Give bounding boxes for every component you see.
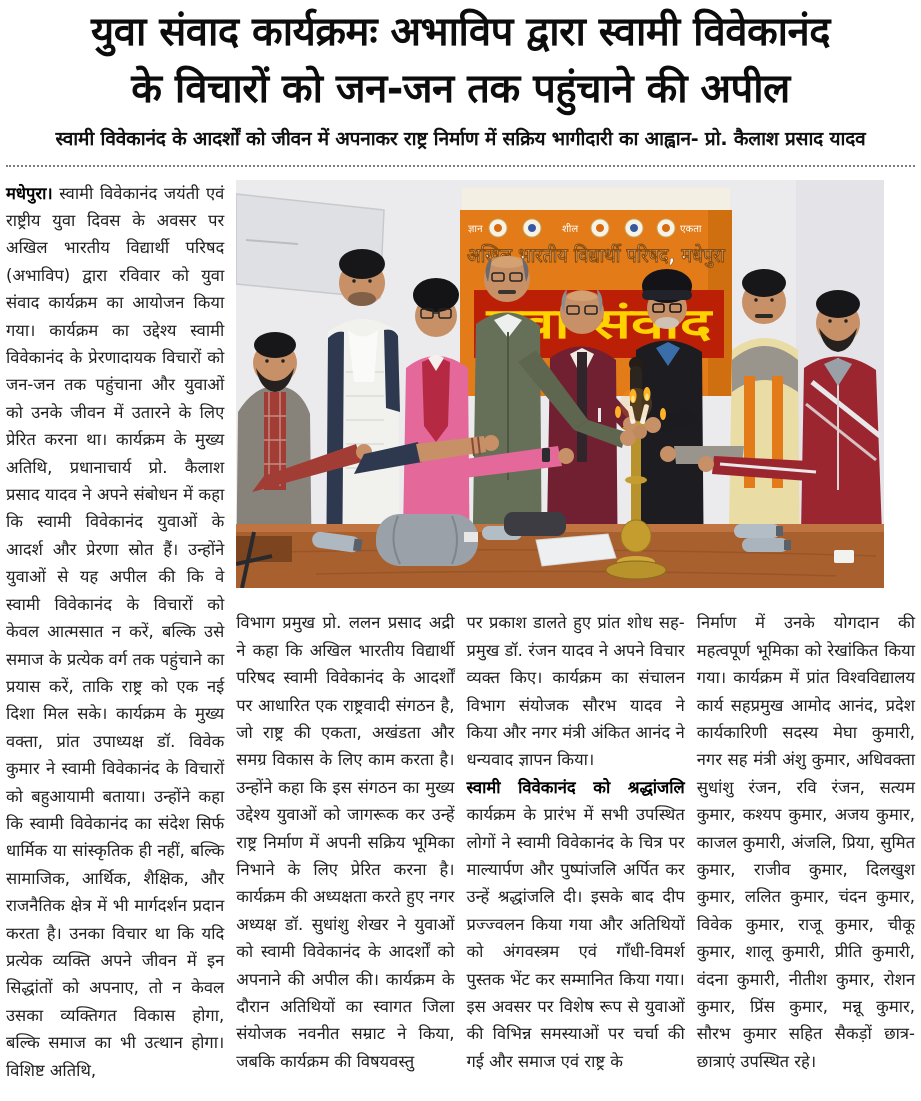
article-body bbox=[6, 180, 915, 1084]
banner-title: अखिल भारतीय विद्यार्थी परिषद, मधेपुरा bbox=[467, 242, 757, 267]
white-box bbox=[834, 550, 854, 563]
headline-line-1: युवा संवाद कार्यक्रमः अभाविप द्वारा स्वामी विवेकानंद bbox=[91, 9, 830, 55]
inline-subhead: स्वामी विवेकानंद को श्रद्धांजलि bbox=[466, 777, 685, 797]
paragraph bbox=[467, 774, 685, 1075]
article-header bbox=[6, 0, 915, 167]
article-column-1 bbox=[6, 180, 224, 1084]
banner-motto-left: ज्ञान bbox=[468, 223, 483, 235]
article-column-2 bbox=[236, 609, 454, 1084]
paragraph: पर प्रकाश डालते हुए प्रांत शोध सह-प्रमुख डॉ. रंजन यादव ने अपने विचार व्यक्त किए। कार्यक्रम का संचालन विभाग संयोजक सौरभ यादव ने किया और नगर मंत्री अंकित आनंद ने धन्यवाद ज्ञापन किया। bbox=[466, 613, 685, 770]
banner-motto-right: एकता bbox=[680, 223, 702, 235]
paragraph: विभाग प्रमुख प्रो. ललन प्रसाद अद्री ने कहा कि अखिल भारतीय विद्यार्थी परिषद स्वामी विवेकानंद के आदर्शों पर आधारित एक राष्ट्रवादी संगठन है, जो राष्ट्र की एकता, अखंडता और समग्र विकास के लिए काम करता है। उन्होंने कहा कि इस संगठन का मुख्य उद्देश्य युवाओं को जागरूक कर उन्हें राष्ट्र निर्माण में अपनी सक्रिय भूमिका निभाने के लिए प्रेरित करना है। कार्यक्रम की अध्यक्षता करते हुए नगर अध्यक्ष डॉ. सुधांशु शेखर ने युवाओं को स्वामी विवेकानंद के आदर्शों को अपनाने की अपील की। कार्यक्रम के दौरान अतिथियों का स्वागत जिला संयोजक नवनीत सम्राट ने किया, जबकि कार्यक्रम की विषयवस्तु bbox=[236, 613, 455, 1071]
headline bbox=[6, 4, 915, 118]
article-column-3 bbox=[467, 609, 685, 1084]
article-photo bbox=[236, 180, 915, 597]
banner-motto-mid: शील bbox=[562, 223, 579, 235]
paragraph bbox=[6, 180, 224, 1084]
subheadline: स्वामी विवेकानंद के आदर्शों को जीवन में अपनाकर राष्ट्र निर्माण में सक्रिय भागीदारी का आह्वान- प्रो. कैलाश प्रसाद यादव bbox=[55, 127, 866, 150]
column-1-text: स्वामी विवेकानंद जयंती एवं राष्ट्रीय युवा दिवस के अवसर पर अखिल भारतीय विद्यार्थी परिषद (अभाविप) द्वारा रविवार को युवा संवाद कार्यक्रम का आयोजन किया गया। कार्यक्रम का उद्देश्य स्वामी विवेकानंद के प्रेरणादायक विचारों को जन-जन तक पहुंचाना और युवाओं को उनके जीवन में उतारने के लिए प्रेरित करना था। कार्यक्रम के मुख्य अतिथि, प्रधानाचार्य प्रो. कैलाश प्रसाद यादव ने अपने संबोधन में कहा कि स्वामी विवेकानंद युवाओं के आदर्श और प्रेरणा स्रोत हैं। उन्होंने युवाओं से यह अपील की कि वे स्वामी विवेकानंद के विचारों को केवल आत्मसात न करें, बल्कि उसे समाज के प्रत्येक वर्ग तक पहुंचाने का प्रयास करें, ताकि राष्ट्र को एक नई दिशा मिल सके। कार्यक्रम के मुख्य वक्ता, प्रांत उपाध्यक्ष डॉ. विवेक कुमार ने स्वामी विवेकानंद के विचारों को बहुआयामी बताया। उन्होंने कहा कि स्वामी विवेकानंद का संदेश सिर्फ धार्मिक या सांस्कृतिक ही नहीं, बल्कि सामाजिक, आर्थिक, शैक्षिक, और राजनैतिक क्षेत्र में भी मार्गदर्शन प्रदान करता है। उनका विचार था कि यदि प्रत्येक व्यक्ति अपने जीवन में इन सिद्धांतों को अपनाए, तो न केवल उसका व्यक्तिगत विकास होगा, बल्कि समाज का भी उत्थान होगा। विशिष्ट अतिथि, bbox=[6, 183, 225, 1080]
paragraph: निर्माण में उनके योगदान की महत्वपूर्ण भूमिका को रेखांकित किया गया। कार्यक्रम में प्रांत विश्वविद्यालय कार्य सहप्रमुख आमोद आनंद, प्रदेश कार्यकारिणी सदस्य मेघा कुमारी, नगर सह मंत्री अंशु कुमार, अधिवक्ता सुधांशु रंजन, रवि रंजन, सत्यम कुमार, कश्यप कुमार, अजय कुमार, काजल कुमारी, अंजलि, प्रिया, सुमित कुमार, राजीव कुमार, दिलखुश कुमार, ललित कुमार, चंदन कुमार, विवेक कुमार, राजू कुमार, चीकू कुमार, शालू कुमारी, प्रीति कुमारी, वंदना कुमारी, नीतीश कुमार, रोशन कुमार, प्रिंस कुमार, मन्नू कुमार, सौरभ कुमार सहित सैकड़ों छात्र-छात्राएं उपस्थित रहे। bbox=[696, 613, 915, 1071]
column-3-text: कार्यक्रम के प्रारंभ में सभी उपस्थित लोगों ने स्वामी विवेकानंद के चित्र पर माल्यार्पण और पुष्पांजलि अर्पित कर उन्हें श्रद्धांजलि दी। इसके बाद दीप प्रज्ज्वलन किया गया और अतिथियों को अंगवस्त्रम एवं गाँधी-विमर्श पुस्तक भेंट कर सम्मानित किया गया। इस अवसर पर विशेष रूप से युवाओं की विभिन्न समस्याओं पर चर्चा की गई और समाज एवं राष्ट्र के bbox=[466, 805, 685, 1071]
headline-line-2: के विचारों को जन-जन तक पहुंचाने की अपील bbox=[131, 65, 790, 112]
dark-pouch bbox=[504, 512, 566, 536]
dateline: मधेपुरा। bbox=[6, 183, 53, 203]
duffel-bag bbox=[376, 514, 478, 566]
event-photo-illustration bbox=[236, 180, 884, 588]
article-column-4 bbox=[697, 609, 915, 1084]
